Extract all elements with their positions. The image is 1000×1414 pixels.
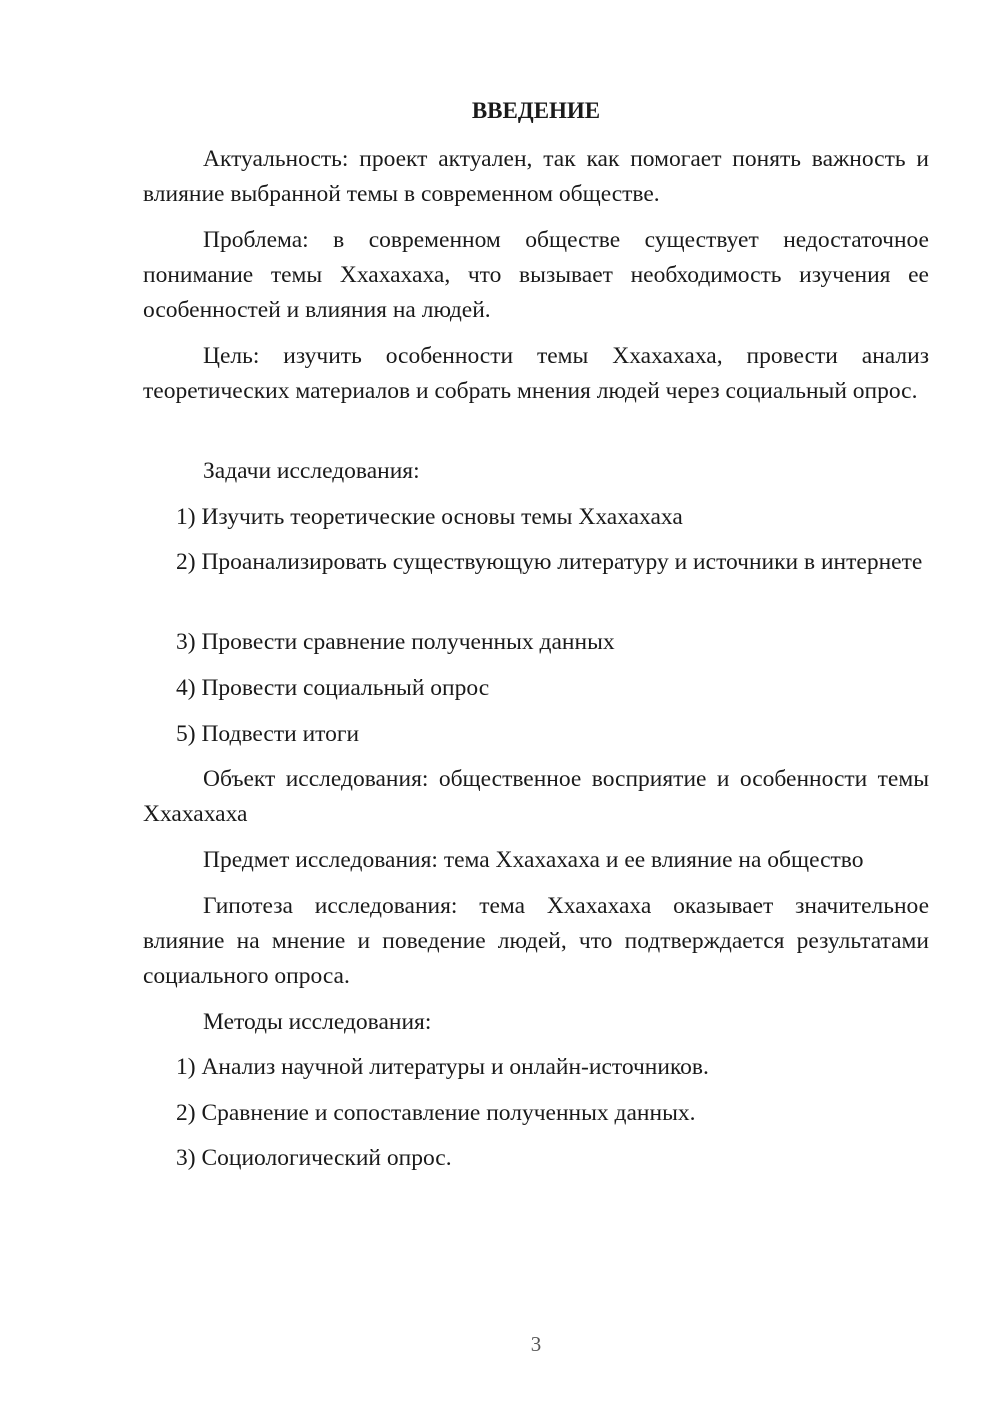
method-item: 1) Анализ научной литературы и онлайн-источников. — [176, 1054, 709, 1080]
page-title: ВВЕДЕНИЕ — [471, 98, 601, 123]
problem-paragraph: Проблема: в современном обществе существует недостаточное понимание темы Ххахахаха, что вызывает необходимость изучения ее особенностей и влияния на людей. — [143, 227, 929, 323]
task-item: 2) Проанализировать существующую литературу и источники в интернете — [176, 549, 923, 575]
task-item: 1) Изучить теоретические основы темы Ххахахаха — [176, 504, 683, 530]
methods-heading: Методы исследования: — [203, 1009, 432, 1035]
task-item: 3) Провести сравнение полученных данных — [176, 629, 615, 655]
task-item: 4) Провести социальный опрос — [176, 675, 490, 701]
relevance-paragraph: Актуальность: проект актуален, так как помогает понять важность и влияние выбранной темы в современном обществе. — [143, 146, 929, 207]
subject-paragraph: Предмет исследования: тема Ххахахаха и ее влияние на общество — [203, 847, 864, 873]
method-item: 2) Сравнение и сопоставление полученных данных. — [176, 1100, 696, 1126]
task-item: 5) Подвести итоги — [176, 721, 360, 747]
page-number: 3 — [530, 1332, 542, 1356]
goal-paragraph: Цель: изучить особенности темы Ххахахаха, провести анализ теоретических материалов и собрать мнения людей через социальный опрос. — [143, 343, 929, 404]
hypothesis-paragraph: Гипотеза исследования: тема Ххахахаха оказывает значительное влияние на мнение и поведение людей, что подтверждается результатами социального опроса. — [143, 893, 929, 989]
tasks-heading: Задачи исследования: — [203, 458, 420, 484]
method-item: 3) Социологический опрос. — [176, 1145, 452, 1171]
object-paragraph: Объект исследования: общественное восприятие и особенности темы Ххахахаха — [143, 766, 929, 827]
